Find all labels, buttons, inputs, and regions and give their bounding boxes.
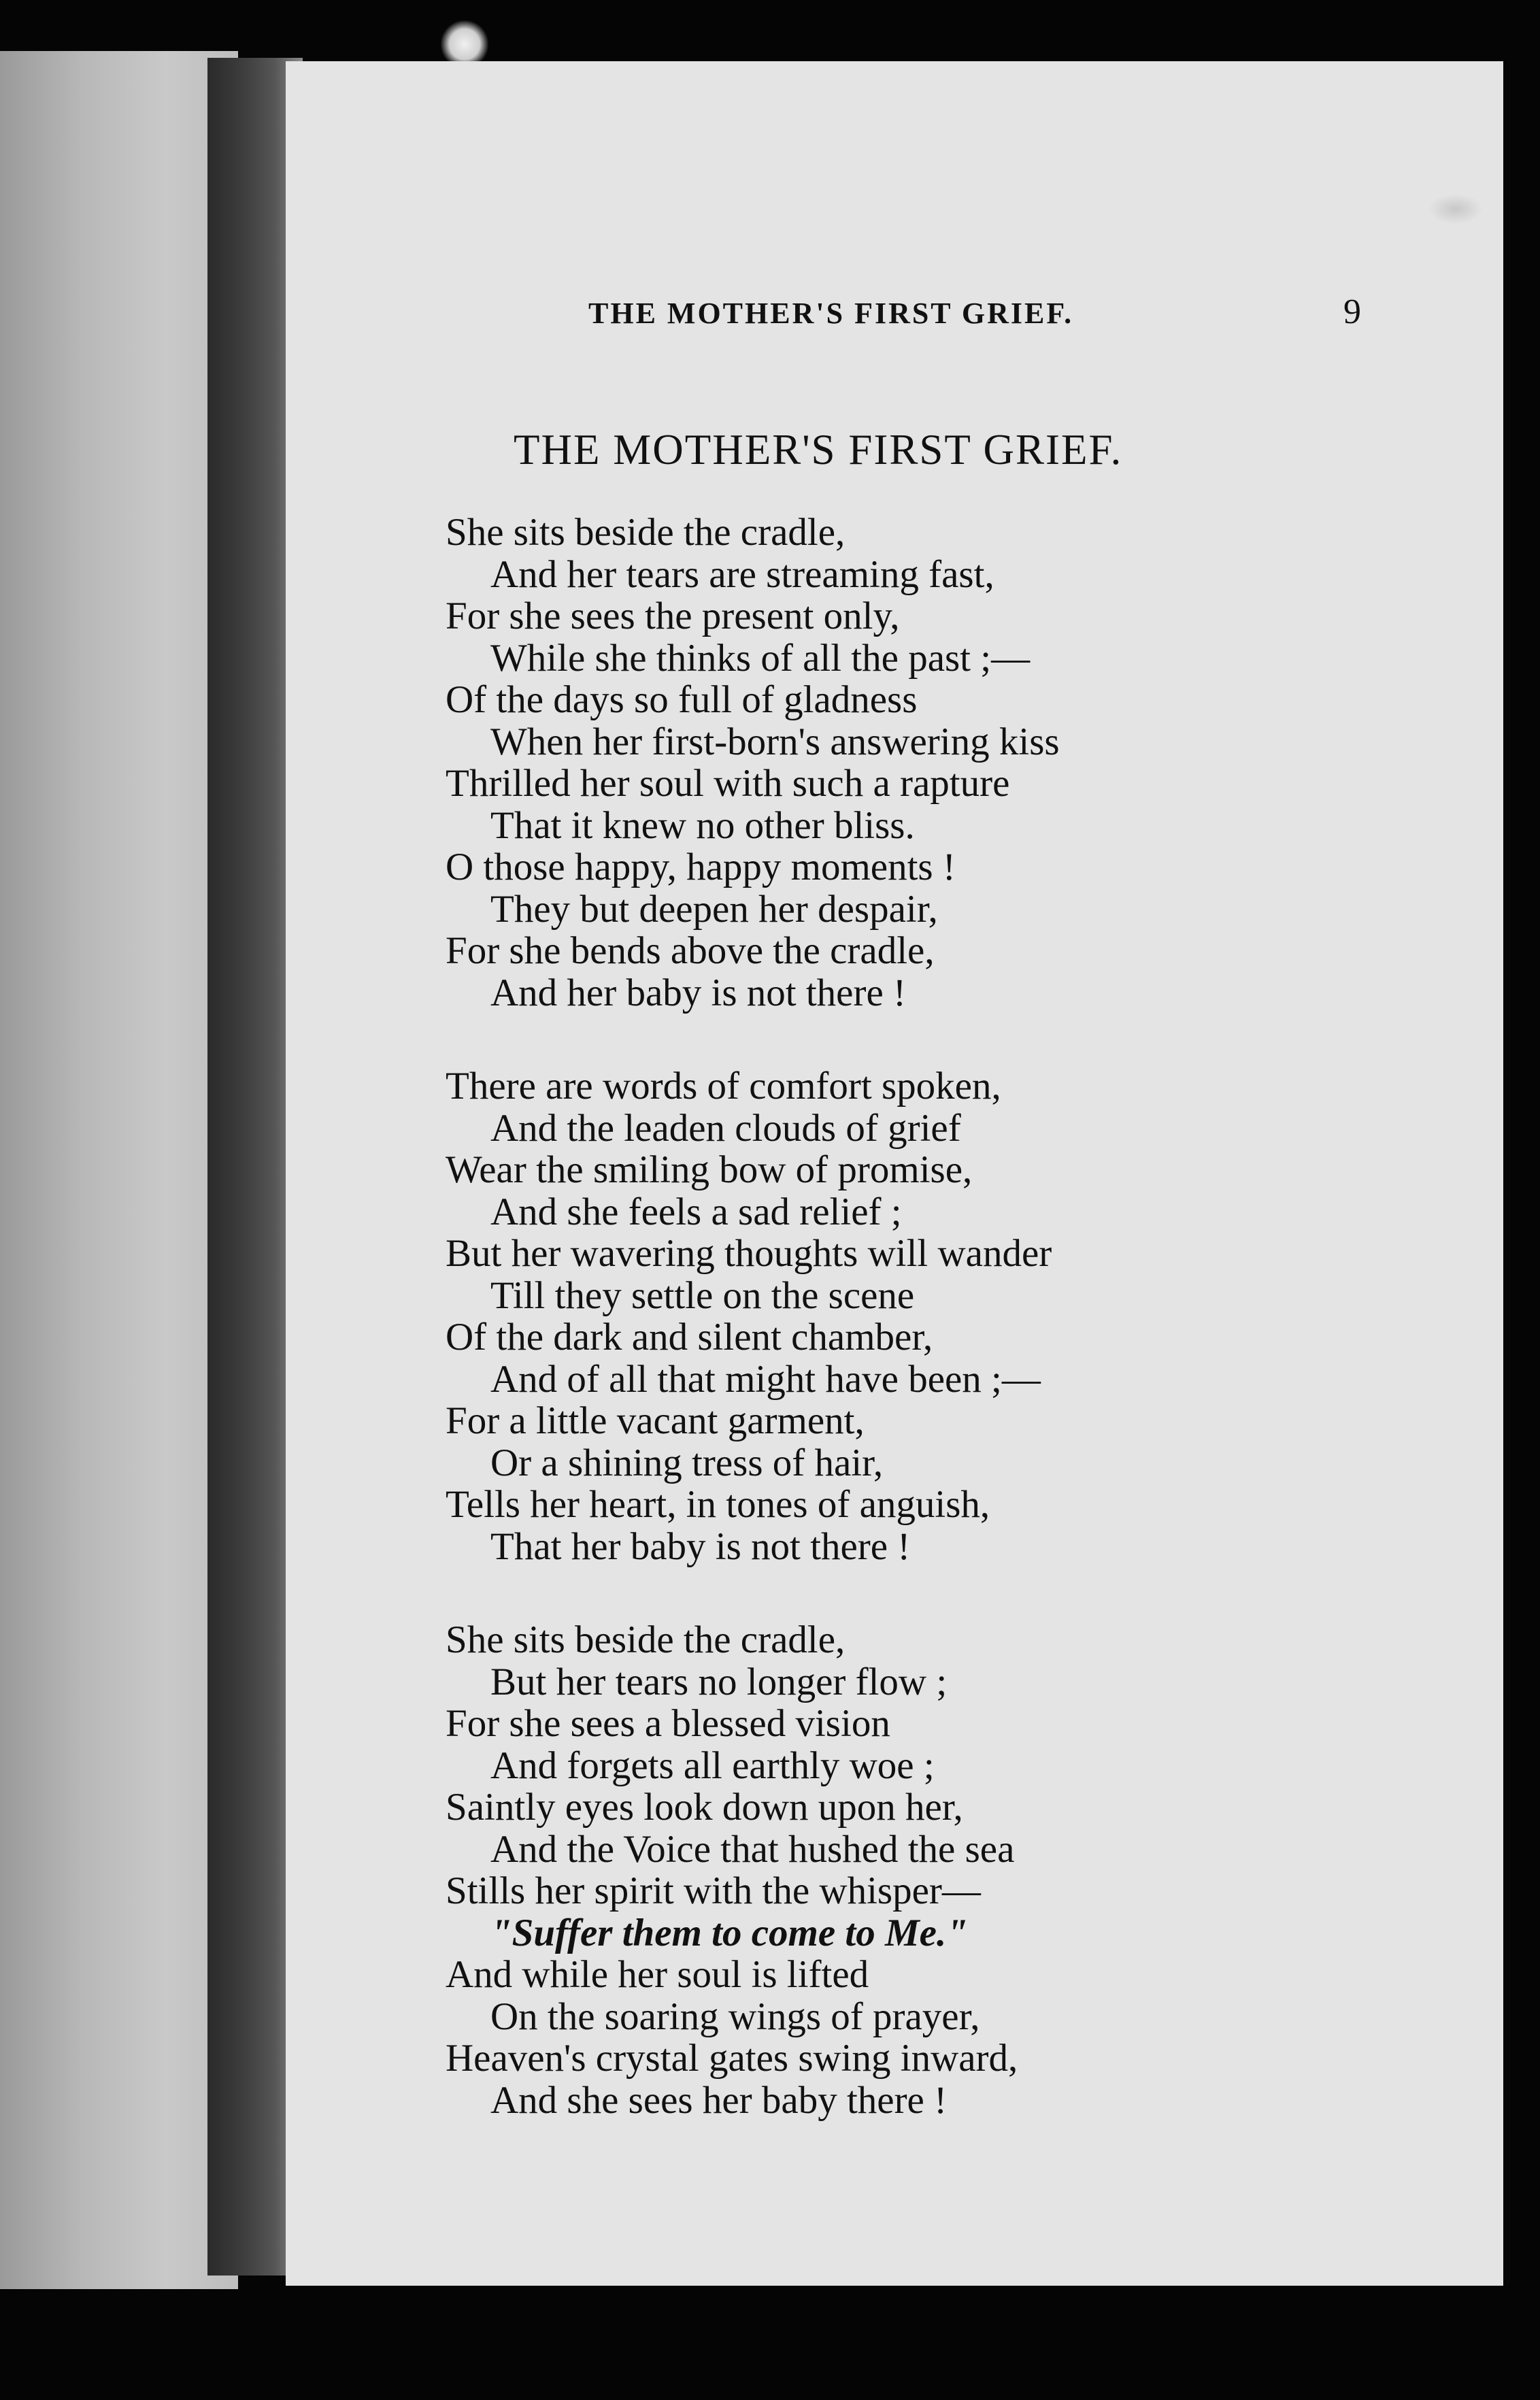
poem-line: Or a shining tress of hair, — [490, 1441, 884, 1484]
poem-line: For she bends above the cradle, — [446, 929, 935, 972]
poem-line: On the soaring wings of prayer, — [490, 1995, 980, 2038]
stanza — [446, 1619, 1398, 2121]
book-page — [286, 61, 1503, 2286]
poem-line: When her first-born's answering kiss — [490, 720, 1060, 763]
poem-line: While she thinks of all the past ;— — [490, 636, 1031, 680]
poem-line: That it knew no other bliss. — [490, 803, 915, 847]
page-number: 9 — [1343, 293, 1363, 331]
poem-line: There are words of comfort spoken, — [446, 1065, 1001, 1107]
poem-line: And her tears are streaming fast, — [490, 552, 994, 596]
poem-line: O those happy, happy moments ! — [446, 846, 956, 888]
poem-line: And while her soul is lifted — [446, 1953, 869, 1996]
poem-line: And she feels a sad relief ; — [490, 1190, 902, 1233]
poem-line: For she sees the present only, — [446, 595, 900, 637]
facing-page-edge — [0, 51, 238, 2289]
poem-title: THE MOTHER'S FIRST GRIEF. — [514, 426, 1123, 473]
poem-body — [446, 512, 1398, 2173]
paper-stain — [1428, 194, 1483, 224]
poem-line: Of the dark and silent chamber, — [446, 1316, 933, 1359]
running-head-title: THE MOTHER'S FIRST GRIEF. — [588, 297, 1074, 330]
poem-line: For a little vacant garment, — [446, 1399, 865, 1442]
poem-line: Till they settle on the scene — [490, 1273, 915, 1317]
poem-line: And forgets all earthly woe ; — [490, 1744, 935, 1787]
poem-line: That her baby is not there ! — [490, 1524, 911, 1568]
poem-line: She sits beside the cradle, — [446, 1618, 846, 1661]
poem-line: And the leaden clouds of grief — [490, 1106, 961, 1150]
poem-line: They but deepen her despair, — [490, 887, 938, 931]
poem-line: She sits beside the cradle, — [446, 511, 846, 554]
poem-line: Heaven's crystal gates swing inward, — [446, 2037, 1018, 2080]
poem-line: Of the days so full of gladness — [446, 678, 918, 721]
poem-line: And of all that might have been ;— — [490, 1357, 1041, 1401]
poem-line: Thrilled her soul with such a rapture — [446, 762, 1010, 805]
poem-line: And the Voice that hushed the sea — [490, 1827, 1015, 1871]
stanza — [446, 1065, 1398, 1567]
poem-line: Wear the smiling bow of promise, — [446, 1148, 973, 1191]
poem-line: Stills her spirit with the whisper— — [446, 1869, 981, 1912]
poem-line: But her wavering thoughts will wander — [446, 1232, 1052, 1275]
poem-line: For she sees a blessed vision — [446, 1702, 890, 1745]
poem-line: Saintly eyes look down upon her, — [446, 1786, 963, 1829]
stanza — [446, 512, 1398, 1014]
poem-line: And her baby is not there ! — [490, 971, 906, 1014]
poem-line: But her tears no longer flow ; — [490, 1660, 948, 1703]
poem-line: And she sees her baby there ! — [490, 2078, 948, 2122]
poem-line-quotation: "Suffer them to come to Me." — [490, 1911, 968, 1954]
poem-line: Tells her heart, in tones of anguish, — [446, 1483, 990, 1526]
